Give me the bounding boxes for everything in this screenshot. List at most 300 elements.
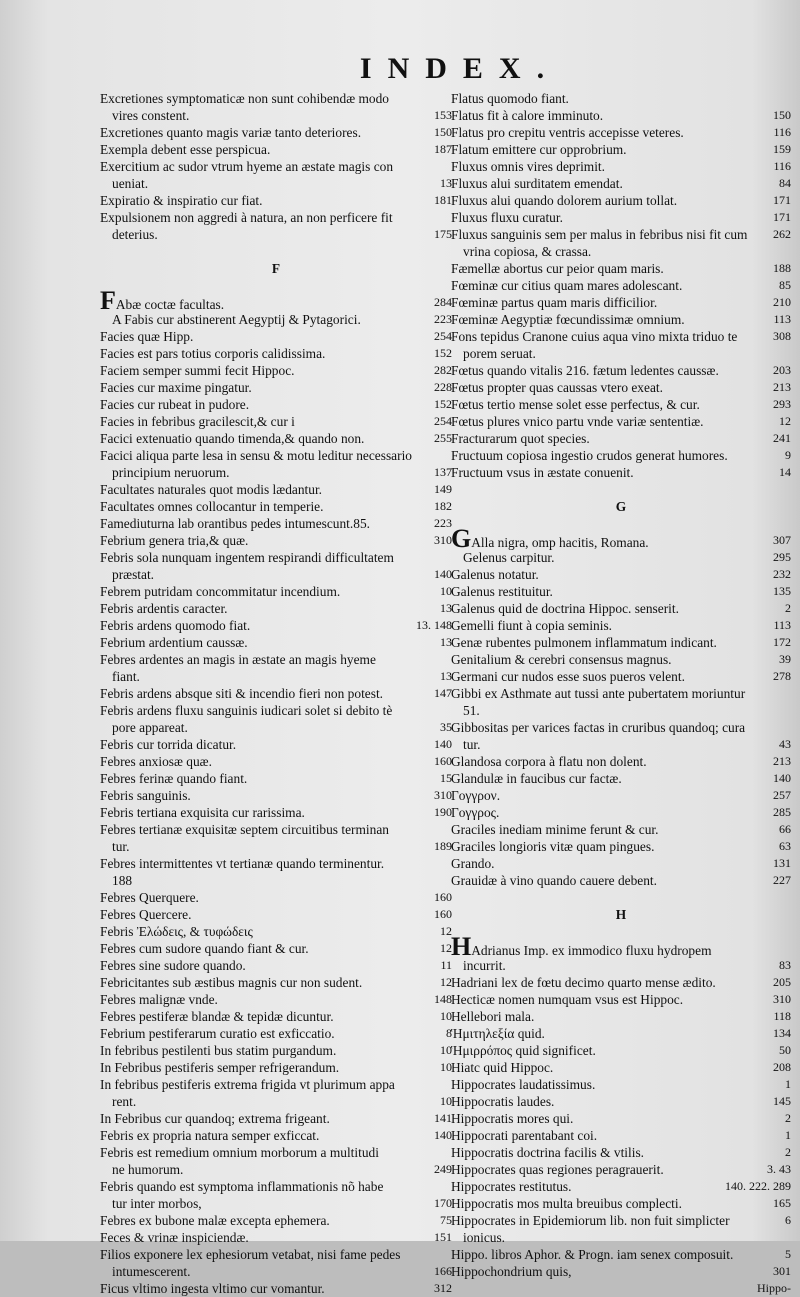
index-entry [451,209,791,226]
entry-text: Febris sola nunquam ingentem respirandi difficultatem [100,550,394,565]
index-entry [100,719,452,736]
index-entry [451,617,791,634]
index-entry [100,1144,452,1161]
entry-page-number: 140. 222. 289 [725,1179,791,1193]
index-entry [100,651,452,668]
entry-page-number: 12 [440,975,452,989]
index-entry [451,787,791,804]
entry-page-number: 5 [785,1247,791,1261]
index-entry [100,515,452,532]
index-entry [451,158,791,175]
entry-page-number: 310 [434,533,452,547]
index-entry [451,481,791,498]
entry-text: Febres pestiferæ blandæ & tepidæ dicuntur. [100,1009,334,1024]
entry-page-number: 2 [785,601,791,615]
entry-page-number: 301 [773,1264,791,1278]
entry-text: Hippocratis doctrina facilis & vtilis. [451,1145,645,1160]
entry-page-number: 170 [434,1196,452,1210]
entry-text: Expulsionem non aggredi à natura, an non perficere fit [100,210,393,225]
index-entry [100,583,452,600]
entry-page-number: 75 [440,1213,452,1227]
entry-text: Febres malignæ vnde. [100,992,218,1007]
entry-text: Febris sanguinis. [100,788,191,803]
index-entry [451,124,791,141]
entry-page-number: 293 [773,397,791,411]
index-entry [451,1008,791,1025]
entry-text: Ficus vltimo ingesta vltimo cur vomantur. [100,1281,325,1296]
entry-page-number: 188 [773,261,791,275]
entry-text: Glandosa corpora à flatu non dolent. [451,754,647,769]
index-entry [451,668,791,685]
entry-page-number: 187 [434,142,452,156]
index-entry [451,1212,791,1229]
index-entry [100,821,452,838]
entry-text: deterius. [112,227,158,242]
entry-page-number: 131 [773,856,791,870]
entry-text: Hellebori mala. [451,1009,535,1024]
index-entry [100,855,452,872]
index-entry [451,226,791,243]
entry-page-number: 152 [434,346,452,360]
index-entry [100,175,452,192]
index-entry [451,566,791,583]
entry-page-number: 189 [434,839,452,853]
index-entry [100,430,452,447]
entry-page-number: 208 [773,1060,791,1074]
index-entry [100,634,452,651]
entry-page-number: 308 [773,329,791,343]
index-column-right [451,90,791,1297]
entry-page-number: 10 [440,1009,452,1023]
index-entry [100,838,452,855]
entry-text: ueniat. [112,176,149,191]
index-entry [100,396,452,413]
entry-text: Febris tertiana exquisita cur rarissima. [100,805,305,820]
index-entry [100,1008,452,1025]
index-entry [100,753,452,770]
entry-text: principium neruorum. [112,465,230,480]
entry-text: rent. [112,1094,137,1109]
entry-page-number: 12 [440,941,452,955]
entry-text: Febris cur torrida dicatur. [100,737,237,752]
index-entry [100,787,452,804]
index-entry [451,311,791,328]
entry-page-number: 249 [434,1162,452,1176]
index-entry [451,872,791,889]
index-entry [451,430,791,447]
entry-text: vires constent. [112,108,190,123]
entry-page-number: 9 [785,448,791,462]
entry-text: Febricitantes sub æstibus magnis cur non sudent. [100,975,363,990]
entry-page-number: 262 [773,227,791,241]
index-entry [451,1110,791,1127]
index-entry [100,1212,452,1229]
entry-text: Flatus pro crepitu ventris accepisse veteres. [451,125,684,140]
index-entry [451,634,791,651]
entry-text: tur inter morbos, [112,1196,202,1211]
entry-page-number: 310 [434,788,452,802]
entry-page-number: 171 [773,193,791,207]
entry-text: Fœminæ cur citius quam mares adolescant. [451,278,683,293]
index-entry [100,1246,452,1263]
entry-text: In febribus pestiferis extrema frigida vt plurimum appa [100,1077,395,1092]
entry-text: Febris ardens quomodo fiat. [100,618,251,633]
index-entry [451,243,791,260]
entry-text: Hippo. libros Aphor. & Progn. iam senex composuit. [451,1247,734,1262]
index-entry [451,447,791,464]
entry-text: intumescerent. [112,1264,191,1279]
index-entry [100,192,452,209]
entry-text: incurrit. [463,958,506,973]
entry-text: Galenus quid de doctrina Hippoc. senserit. [451,601,679,616]
index-entry [451,991,791,1008]
entry-text: Ἡμιτηλεξία quid. [451,1026,545,1041]
index-entry [100,311,452,328]
entry-text: Febres intermittentes vt tertianæ quando terminentur. [100,856,385,871]
index-entry [100,498,452,515]
index-entry [451,600,791,617]
entry-text: Excretiones quanto magis variæ tanto deteriores. [100,125,362,140]
entry-text: Fluxus alui quando dolorem aurium tollat. [451,193,678,208]
entry-text: In Febribus cur quandoq; extrema frigeant. [100,1111,330,1126]
index-entry [451,1246,791,1263]
index-entry [451,821,791,838]
entry-page-number: 282 [434,363,452,377]
entry-text: Grauidæ à vino quando cauere debent. [451,873,657,888]
index-entry [451,396,791,413]
entry-text: Famediuturna lab orantibus pedes intumescunt.85. [100,516,370,531]
entry-text: Febris ardens fluxu sanguinis iudicari solet si debito tè [100,703,393,718]
entry-page-number: 165 [773,1196,791,1210]
index-entry [100,1127,452,1144]
index-entry [451,923,791,940]
entry-page-number: 50 [779,1043,791,1057]
index-entry [100,1093,452,1110]
entry-page-number: 254 [434,414,452,428]
entry-text: Flatum emittere cur opprobrium. [451,142,627,157]
entry-text: Fructuum vsus in æstate conuenit. [451,465,634,480]
entry-text: Febres Quercere. [100,907,192,922]
entry-text: Faciem semper summi fecit Hippoc. [100,363,295,378]
entry-text: Facies est pars totius corporis calidissima. [100,346,326,361]
entry-text: Febres anxiosæ quæ. [100,754,212,769]
index-entry [100,889,452,906]
entry-text: Fœminæ Aegyptiæ fœcundissimæ omnium. [451,312,685,327]
index-entry [451,1144,791,1161]
index-entry [451,524,791,553]
entry-page-number: 1 [785,1077,791,1091]
index-entry [451,1025,791,1042]
entry-text: Galenus notatur. [451,567,539,582]
entry-text: Facultates naturales quot modis lædantur. [100,482,323,497]
index-entry [100,328,452,345]
entry-text: Galenus restituitur. [451,584,553,599]
entry-page-number: 12 [440,924,452,938]
entry-page-number: 135 [773,584,791,598]
entry-text: Febris quando est symptoma inflammationis nõ habe [100,1179,384,1194]
index-entry [100,1229,452,1246]
index-entry [100,158,452,175]
index-entry [451,379,791,396]
entry-text: Fæmellæ abortus cur peior quam maris. [451,261,664,276]
index-entry [451,107,791,124]
index-entry [100,1263,452,1280]
index-entry [451,294,791,311]
index-entry [100,770,452,787]
entry-page-number: 13 [440,669,452,683]
entry-text: Genitalium & cerebri consensus magnus. [451,652,672,667]
entry-page-number: 278 [773,669,791,683]
index-entry [451,90,791,107]
entry-page-number: 116 [773,159,791,173]
entry-page-number: 166 [434,1264,452,1278]
entry-text: Γογγρον. [451,788,501,803]
entry-text: Fluxus fluxu curatur. [451,210,563,225]
entry-page-number: 13 [440,601,452,615]
index-entry [100,957,452,974]
entry-text: Febres ardentes an magis in æstate an magis hyeme [100,652,376,667]
entry-text: Febrium genera tria,& quæ. [100,533,249,548]
index-entry [451,1263,791,1280]
entry-text: Hecticæ nomen numquam vsus est Hippoc. [451,992,684,1007]
entry-text: Gibbositas per varices factas in cruribus quandoq; cura [451,720,746,735]
entry-text: Febres sine sudore quando. [100,958,246,973]
entry-text: Febris ardentis caracter. [100,601,228,616]
entry-text: Facies quæ Hipp. [100,329,194,344]
entry-text: Grando. [451,856,495,871]
entry-text: Hippochondrium quis, [451,1264,572,1279]
index-entry [100,1059,452,1076]
index-entry [451,719,791,736]
entry-page-number: 295 [773,550,791,564]
entry-page-number: 312 [434,1281,452,1295]
entry-text: Febres Querquere. [100,890,199,905]
index-entry [451,770,791,787]
entry-text: Febris ardens absque siti & incendio fieri non potest. [100,686,384,701]
index-entry [100,906,452,923]
index-entry [100,1161,452,1178]
entry-text: Facici aliqua parte lesa in sensu & motu leditur necessario [100,448,412,463]
entry-page-number: 2 [785,1145,791,1159]
entry-page-number: 310 [773,992,791,1006]
index-entry [451,1093,791,1110]
entry-page-number: 113 [773,618,791,632]
entry-page-number: 113 [773,312,791,326]
entry-page-number: 210 [773,295,791,309]
entry-text: In Febribus pestiferis semper refrigerandum. [100,1060,340,1075]
entry-text: A Fabis cur abstinerent Aegyptij & Pytagorici. [112,312,361,327]
entry-text: Γογγρος. [451,805,500,820]
entry-page-number: 14 [779,465,791,479]
index-entry [100,736,452,753]
index-entry [451,583,791,600]
index-entry [100,413,452,430]
index-entry [451,1059,791,1076]
index-entry [451,1178,791,1195]
entry-page-number: 228 [434,380,452,394]
index-entry [451,141,791,158]
index-entry [100,1280,452,1297]
entry-text: Facies in febribus gracilescit,& cur i [100,414,295,429]
entry-page-number: 83 [779,958,791,972]
index-entry [451,549,791,566]
entry-page-number: 148 [434,992,452,1006]
entry-text: Graciles longioris vitæ quam pingues. [451,839,655,854]
entry-text: Expiratio & inspiratio cur fiat. [100,193,263,208]
entry-text: Feces & vrinæ inspiciendæ. [100,1230,249,1245]
entry-text: ionicus. [463,1230,506,1245]
entry-text: Febres ferinæ quando fiant. [100,771,248,786]
entry-page-number: 35 [440,720,452,734]
entry-text: Germani cur nudos esse suos pueros velent. [451,669,685,684]
entry-text: Flatus fit à calore imminuto. [451,108,604,123]
entry-page-number: 85 [779,278,791,292]
entry-text: tur. [112,839,130,854]
entry-text: porem seruat. [463,346,536,361]
entry-text: præstat. [112,567,155,582]
entry-page-number: 10 [440,1043,452,1057]
index-entry [100,991,452,1008]
entry-page-number: 140 [434,737,452,751]
entry-text: Excretiones symptomaticæ non sunt cohibendæ modo [100,91,389,106]
entry-page-number: 205 [773,975,791,989]
entry-page-number: 10 [440,1094,452,1108]
index-entry [100,1195,452,1212]
index-entry [451,515,791,532]
entry-text: Facultates omnes collocantur in temperie. [100,499,324,514]
index-entry [100,1025,452,1042]
entry-text: Febris Ἐλώδεις, & τυφώδεις [100,924,253,939]
entry-page-number: 223 [434,312,452,326]
page-title: INDEX. [359,52,561,85]
index-entry [100,1110,452,1127]
entry-page-number: 12 [779,414,791,428]
entry-page-number: 149 [434,482,452,496]
index-entry [451,932,791,961]
index-column-left [100,90,452,1297]
index-entry [451,855,791,872]
entry-page-number: 8 [446,1026,452,1040]
entry-page-number: 11 [440,958,452,972]
entry-text: Febrem putridam concommitatur incendium. [100,584,341,599]
index-entry [100,209,452,226]
section-letter: F [271,261,281,276]
entry-text: Hippocratis mos multa breuibus complecti. [451,1196,682,1211]
index-entry [100,804,452,821]
entry-text: Facici extenuatio quando timenda,& quando non. [100,431,365,446]
entry-text: Filios exponere lex ephesiorum vetabat, nisi fame pedes [100,1247,401,1262]
entry-page-number: 84 [779,176,791,190]
entry-text: Fœtus propter quas caussas vtero exeat. [451,380,663,395]
entry-text: 188 [112,873,133,888]
entry-page-number: 116 [773,125,791,139]
entry-page-number: 1 [785,1128,791,1142]
index-entry [100,532,452,549]
index-entry [100,617,452,634]
entry-page-number: 150 [434,125,452,139]
index-entry [100,90,452,107]
index-entry [100,124,452,141]
index-entry [451,753,791,770]
entry-page-number: 150 [773,108,791,122]
entry-text: Glandulæ in faucibus cur factæ. [451,771,622,786]
entry-text: Febrium ardentium caussæ. [100,635,248,650]
entry-page-number: 134 [773,1026,791,1040]
entry-text: Graciles inediam minime ferunt & cur. [451,822,659,837]
entry-page-number: 172 [773,635,791,649]
entry-page-number: 147 [434,686,452,700]
entry-page-number: 153 [434,108,452,122]
index-entry [451,345,791,362]
entry-page-number: 171 [773,210,791,224]
index-entry [100,1178,452,1195]
entry-text: ne humorum. [112,1162,184,1177]
entry-page-number: 63 [779,839,791,853]
index-entry [100,277,452,294]
entry-page-number: 141 [434,1111,452,1125]
entry-text: Flatus quomodo fiant. [451,91,569,106]
index-entry [451,804,791,821]
entry-text: Hippocrates restitutus. [451,1179,572,1194]
entry-page-number: 255 [434,431,452,445]
index-entry [100,668,452,685]
entry-text: Facies cur rubeat in pudore. [100,397,250,412]
entry-page-number: 203 [773,363,791,377]
index-entry [100,447,452,464]
entry-page-number: 13. 148 [416,618,452,632]
index-entry [451,464,791,481]
entry-page-number: 160 [434,754,452,768]
entry-page-number: 39 [779,652,791,666]
entry-page-number: 160 [434,907,452,921]
entry-text: Ἡμιρρόπος quid significet. [451,1043,596,1058]
entry-page-number: 223 [434,516,452,530]
index-entry [451,1076,791,1093]
index-entry [451,260,791,277]
index-entry [451,328,791,345]
entry-page-number: 152 [434,397,452,411]
entry-text: Hiatc quid Hippoc. [451,1060,554,1075]
index-entry [100,481,452,498]
index-entry [451,736,791,753]
index-entry [100,464,452,481]
entry-text: Fracturarum quot species. [451,431,590,446]
entry-text: fiant. [112,669,140,684]
index-entry [451,1195,791,1212]
index-entry [100,1042,452,1059]
index-entry [451,1127,791,1144]
index-entry [100,702,452,719]
index-entry [100,685,452,702]
index-entry [100,226,452,243]
index-entry [100,107,452,124]
entry-text: Genæ rubentes pulmonem inflammatum indicant. [451,635,717,650]
entry-text: Gelenus carpitur. [463,550,555,565]
entry-page-number: 254 [434,329,452,343]
entry-page-number: 15 [440,771,452,785]
index-entry [100,379,452,396]
entry-page-number: 43 [779,737,791,751]
index-entry [451,413,791,430]
entry-text: Exempla debent esse perspicua. [100,142,271,157]
index-entry [100,974,452,991]
entry-page-number: 2 [785,1111,791,1125]
entry-page-number: 285 [773,805,791,819]
entry-text: Febrium pestiferarum curatio est exficcatio. [100,1026,335,1041]
entry-page-number: Hippo- [757,1281,791,1295]
entry-page-number: 182 [434,499,452,513]
index-entry [100,549,452,566]
